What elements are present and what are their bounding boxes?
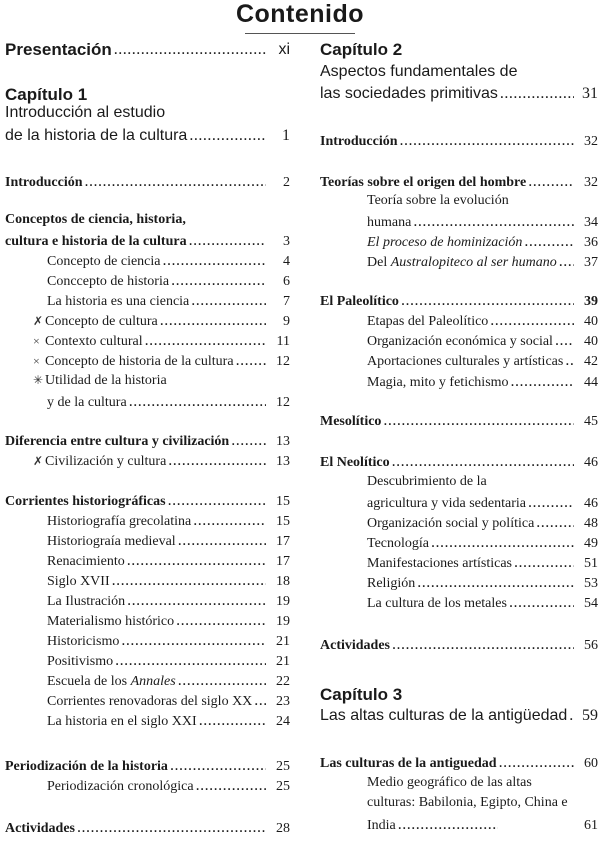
leader-dots <box>160 313 266 329</box>
toc-entry-materialismo[interactable]: Materialismo histórico ..... 19 <box>5 613 290 629</box>
toc-entry-siglo-xxi[interactable]: La historia en el siglo XXI ..... 24 <box>5 713 290 729</box>
toc-entry-culturas-antiguedad[interactable]: Las culturas de la antiguedad ..... 60 <box>320 755 598 771</box>
chapter-2-heading: Capítulo 2 <box>320 40 403 59</box>
leader-dots <box>170 758 266 774</box>
toc-entry-diferencia[interactable]: Diferencia entre cultura y civilización ..... 13 <box>5 433 290 449</box>
page-number: 19 <box>276 594 290 609</box>
toc-entry-grecolatina[interactable]: Historiografía grecolatina ..... 15 <box>5 513 290 529</box>
handwritten-mark-icon: ✳ <box>33 373 44 387</box>
toc-entry-conceptos[interactable]: cultura e historia de la cultura ..... 3 <box>5 233 290 249</box>
leader-dots <box>500 86 574 102</box>
leader-dots <box>178 673 266 689</box>
toc-entry-etapas[interactable]: Etapas del Paleolítico ..... 40 <box>320 313 598 329</box>
leader-dots <box>417 575 574 591</box>
toc-entry-concepto-cultura[interactable]: ✗ Concepto de cultura ..... 9 <box>5 313 290 329</box>
leader-dots <box>514 555 574 571</box>
toc-entry-periodizacion[interactable]: Periodización de la historia ..... 25 <box>5 758 290 774</box>
page-number: 17 <box>276 534 290 549</box>
toc-entry-organizacion-social[interactable]: Organización social y política ..... 48 <box>320 515 598 531</box>
evolucion-line1: Teoría sobre la evolución <box>367 193 509 208</box>
page-number: 36 <box>584 235 598 250</box>
toc-entry-contexto-cultural[interactable]: × Contexto cultural ..... 11 <box>5 333 290 349</box>
leader-dots <box>85 174 266 190</box>
toc-entry-civilizacion[interactable]: ✗ Civilización y cultura ..... 13 <box>5 453 290 469</box>
page-number: 25 <box>276 759 290 774</box>
page-number: 6 <box>283 274 290 289</box>
page-number: 59 <box>582 707 598 724</box>
toc-entry-concepto-ciencia[interactable]: Concepto de ciencia ..... 4 <box>5 253 290 269</box>
page-number: 42 <box>584 354 598 369</box>
toc-entry-medieval[interactable]: Historiograía medieval ..... 17 <box>5 533 290 549</box>
leader-dots <box>189 233 266 249</box>
leader-dots <box>115 653 266 669</box>
page-number: 13 <box>276 454 290 469</box>
leader-dots <box>112 573 266 589</box>
leader-dots <box>163 253 266 269</box>
toc-entry-cronologica[interactable]: Periodización cronológica ..... 25 <box>5 778 290 794</box>
toc-entry-annales[interactable]: Escuela de los Annales ..... 22 <box>5 673 290 689</box>
page-number: 46 <box>584 496 598 511</box>
toc-entry-renacimiento[interactable]: Renacimiento ..... 17 <box>5 553 290 569</box>
page-number: 11 <box>276 334 290 349</box>
page-number: 12 <box>276 354 290 369</box>
page-number: 25 <box>276 779 290 794</box>
page-number: 15 <box>276 514 290 529</box>
leader-dots <box>193 513 266 529</box>
leader-dots <box>77 820 266 836</box>
page-number: 39 <box>584 294 598 309</box>
toc-entry-ilustracion[interactable]: La Ilustración ..... 19 <box>5 593 290 609</box>
toc-entry-paleolitico[interactable]: El Paleolítico ..... 39 <box>320 293 598 309</box>
leader-dots <box>168 493 266 509</box>
page-number: 51 <box>584 556 598 571</box>
leader-dots <box>176 613 266 629</box>
leader-dots <box>509 595 574 611</box>
handwritten-mark-icon: × <box>33 354 40 368</box>
leader-dots <box>199 713 266 729</box>
toc-entry-historia-ciencia[interactable]: La historia es una ciencia ..... 7 <box>5 293 290 309</box>
toc-entry-chapter-1[interactable]: de la historia de la cultura ..... 1 <box>5 128 290 144</box>
page-number: 19 <box>276 614 290 629</box>
handwritten-mark-icon: × <box>33 334 40 348</box>
leader-dots <box>129 394 266 410</box>
toc-entry-siglo-xvii[interactable]: Siglo XVII ..... 18 <box>5 573 290 589</box>
leader-dots <box>400 133 574 149</box>
toc-entry-evolucion[interactable]: humana ..... 34 <box>320 214 598 230</box>
leader-dots <box>383 413 574 429</box>
page-number: 28 <box>276 821 290 836</box>
handwritten-mark-icon: ✗ <box>33 314 44 328</box>
page-number: 2 <box>283 175 290 190</box>
toc-entry-chapter-2[interactable]: las sociedades primitivas ..... 31 <box>320 86 598 102</box>
medio-line2: culturas: Babilonia, Egipto, China e <box>367 795 568 810</box>
leader-dots <box>121 633 266 649</box>
leader-dots <box>236 353 266 369</box>
page-number: 40 <box>584 334 598 349</box>
toc-entry-australopiteco[interactable]: Del Australopiteco al ser humano ..... 37 <box>320 254 598 270</box>
leader-dots <box>145 333 266 349</box>
toc-entry-utilidad[interactable]: y de la cultura ..... 12 <box>5 394 290 410</box>
toc-entry-metales[interactable]: La cultura de los metales ..... 54 <box>320 595 598 611</box>
leader-dots <box>565 353 574 369</box>
toc-entry-presentacion[interactable]: Presentación ..... xi <box>5 41 290 58</box>
page-number: 18 <box>276 574 290 589</box>
leader-dots <box>171 273 266 289</box>
toc-entry-medio-geografico[interactable]: India ..... 61 <box>320 817 598 833</box>
page-number: 40 <box>584 314 598 329</box>
toc-entry-actividades[interactable]: Actividades ..... 28 <box>5 820 290 836</box>
utilidad-line1: ✳ Utilidad de la historia <box>33 373 167 388</box>
toc-entry-actividades-2[interactable]: Actividades ..... 56 <box>320 637 598 653</box>
leader-dots <box>401 293 574 309</box>
page-number: 53 <box>584 576 598 591</box>
toc-entry-tecnologia[interactable]: Tecnología ..... 49 <box>320 535 598 551</box>
page-number: 46 <box>584 455 598 470</box>
page-number: 21 <box>276 654 290 669</box>
page-number: 48 <box>584 516 598 531</box>
toc-entry-hominizacion[interactable]: El proceso de hominización ..... 36 <box>320 234 598 250</box>
chapter-1-title-line1: Introducción al estudio <box>5 104 166 121</box>
leader-dots <box>431 535 574 551</box>
page-number: 31 <box>582 85 598 102</box>
page-number: 24 <box>276 714 290 729</box>
conceptos-heading-line1: Conceptos de ciencia, historia, <box>5 212 186 227</box>
leader-dots <box>127 553 266 569</box>
title-rule <box>245 33 355 34</box>
leader-dots <box>413 214 574 230</box>
leader-dots <box>231 433 266 449</box>
leader-dots <box>127 593 266 609</box>
page-number: 37 <box>584 255 598 270</box>
leader-dots <box>490 313 574 329</box>
medio-line1: Medio geográfico de las altas <box>367 775 532 790</box>
page-number: 32 <box>584 175 598 190</box>
leader-dots <box>178 533 266 549</box>
leader-dots <box>392 454 574 470</box>
leader-dots <box>168 453 266 469</box>
page-number: 7 <box>283 294 290 309</box>
page-number: 4 <box>283 254 290 269</box>
page-number: 22 <box>276 674 290 689</box>
page-number: xi <box>278 41 290 58</box>
page-number: 61 <box>584 818 598 833</box>
page-number: 21 <box>276 634 290 649</box>
page-number: 9 <box>283 314 290 329</box>
page-number: 60 <box>584 756 598 771</box>
toc-entry-renovadoras[interactable]: Corrientes renovadoras del siglo XX ..... 23 <box>5 693 290 709</box>
toc-entry-descubrimiento[interactable]: agricultura y vida sedentaria ..... 46 <box>320 495 598 511</box>
leader-dots <box>569 708 574 724</box>
leader-dots <box>398 817 498 833</box>
page-number: 15 <box>276 494 290 509</box>
page-number: 1 <box>282 127 290 144</box>
page-number: 17 <box>276 554 290 569</box>
page-number: 12 <box>276 395 290 410</box>
page-number: 23 <box>276 694 290 709</box>
toc-entry-historicismo[interactable]: Historicismo ..... 21 <box>5 633 290 649</box>
leader-dots <box>559 254 574 270</box>
toc-entry-positivismo[interactable]: Positivismo ..... 21 <box>5 653 290 669</box>
page-number: 13 <box>276 434 290 449</box>
page-number: 34 <box>584 215 598 230</box>
descubrimiento-line1: Descubrimiento de la <box>367 474 487 489</box>
page-number: 44 <box>584 375 598 390</box>
toc-entry-religion[interactable]: Religión ..... 53 <box>320 575 598 591</box>
chapter-2-title-line1: Aspectos fundamentales de <box>320 63 518 80</box>
leader-dots <box>114 42 266 58</box>
leader-dots <box>536 515 574 531</box>
leader-dots <box>511 374 574 390</box>
page-number: 49 <box>584 536 598 551</box>
toc-entry-chapter-3[interactable]: Las altas culturas de la antigüedad ..... 59 <box>320 708 598 724</box>
chapter-1-heading: Capítulo 1 <box>5 85 88 104</box>
toc-entry-historia-cultura[interactable]: × Concepto de historia de la cultura ..... 12 <box>5 353 290 369</box>
leader-dots <box>189 128 266 144</box>
page-number: 45 <box>584 414 598 429</box>
leader-dots <box>392 637 574 653</box>
chapter-3-heading: Capítulo 3 <box>320 685 403 704</box>
leader-dots <box>196 778 266 794</box>
toc-entry-concepto-historia[interactable]: Conccepto de historia ..... 6 <box>5 273 290 289</box>
leader-dots <box>524 234 574 250</box>
toc-entry-manifestaciones[interactable]: Manifestaciones artísticas ..... 51 <box>320 555 598 571</box>
leader-dots <box>528 174 574 190</box>
toc-entry-organizacion-economica[interactable]: Organización económica y social ..... 40 <box>320 333 598 349</box>
page-number: 56 <box>584 638 598 653</box>
page-number: 3 <box>283 234 290 249</box>
leader-dots <box>528 495 574 511</box>
leader-dots <box>191 293 266 309</box>
page-title: Contenido <box>235 0 365 28</box>
leader-dots <box>555 333 574 349</box>
toc-entry-introduccion[interactable]: Introducción ..... 2 <box>5 174 290 190</box>
leader-dots <box>254 693 266 709</box>
toc-entry-teorias[interactable]: Teorías sobre el origen del hombre ..... 32 <box>320 174 598 190</box>
toc-entry-introduccion-2[interactable]: Introducción ..... 32 <box>320 133 598 149</box>
toc-entry-neolitico[interactable]: El Neolítico ..... 46 <box>320 454 598 470</box>
toc-entry-aportaciones[interactable]: Aportaciones culturales y artísticas ..... 42 <box>320 353 598 369</box>
toc-entry-corrientes[interactable]: Corrientes historiográficas ..... 15 <box>5 493 290 509</box>
toc-entry-mesolitico[interactable]: Mesolítico ..... 45 <box>320 413 598 429</box>
page-number: 54 <box>584 596 598 611</box>
leader-dots <box>499 755 574 771</box>
toc-entry-magia[interactable]: Magia, mito y fetichismo ..... 44 <box>320 374 598 390</box>
handwritten-mark-icon: ✗ <box>33 454 44 468</box>
page-number: 32 <box>584 134 598 149</box>
